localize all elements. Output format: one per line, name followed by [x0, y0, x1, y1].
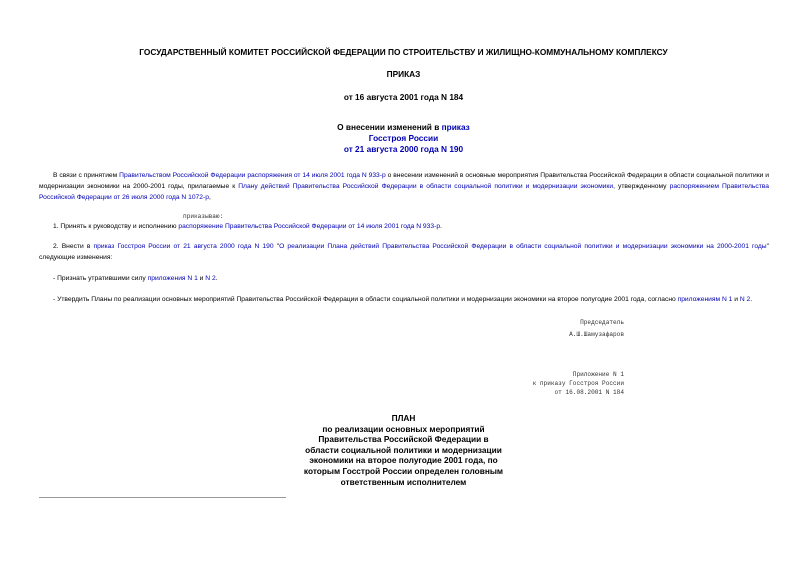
intro-paragraph	[39, 170, 769, 203]
subject-order-link[interactable]: приказ	[441, 122, 470, 132]
subject-prefix: О внесении изменений в	[337, 122, 442, 132]
committee-title: ГОСУДАРСТВЕННЫЙ КОМИТЕТ РОССИЙСКОЙ ФЕДЕРАЦИИ ПО СТРОИТЕЛЬСТВУ И ЖИЛИЩНО-КОММУНАЛЬНОМУ КОМПЛЕКСУ	[139, 47, 668, 57]
dash-item-2	[39, 294, 769, 305]
dash-2-text-1: - Утвердить Планы по реализации основных мероприятий Правительства Российской Федерации в области социальной политики и модернизации экономики на второе полугодие 2001 года, согласно	[53, 296, 678, 303]
dash-item-1	[39, 273, 769, 284]
dash-2-link-appendix-2[interactable]: N 2	[739, 296, 751, 303]
plan-heading	[0, 413, 807, 487]
item-1	[39, 221, 769, 232]
document-date: от 16 августа 2001 года N 184	[343, 92, 464, 102]
plan-title: ПЛАН	[391, 413, 416, 423]
signature-block	[569, 318, 624, 339]
intro-text-1: В связи с принятием	[53, 172, 120, 179]
plan-line-4: экономики на второе полугодие 2001 года, по	[309, 455, 498, 466]
appendix-line-1: Приложение N 1	[572, 371, 624, 378]
plan-line-2: Правительства Российской Федерации в	[318, 434, 489, 445]
dash-1-text-1: - Признать утратившими силу	[53, 275, 148, 282]
dash-1-text-2: и	[197, 275, 206, 282]
dash-2-link-appendix-1[interactable]: приложениям N 1	[677, 296, 733, 303]
subject-line-3[interactable]: от 21 августа 2000 года N 190	[343, 144, 464, 154]
intro-text-3: , утвержденному	[613, 183, 670, 190]
appendix-block	[533, 370, 624, 397]
item-2-text-1: 2. Внести в	[53, 243, 94, 250]
dash-2-text-2: и	[732, 296, 740, 303]
appendix-line-3: от 16.08.2001 N 184	[554, 389, 624, 396]
item-1-link[interactable]: распоряжение Правительства Российской Федерации от 14 июля 2001 года N 933-р	[178, 223, 441, 230]
intro-link-decree-933[interactable]: Правительством Российской Федерации распоряжения от 14 июля 2001 года N 933-р	[119, 172, 386, 179]
plan-line-1: по реализации основных мероприятий	[322, 423, 485, 434]
intro-link-decree-1072[interactable]: распоряжением Правительства Российской Федерации от 26 июля 2000 года N 1072-р	[39, 183, 769, 201]
item-2-link-order[interactable]: приказ Госстроя России от 21 августа 2000 года N 190	[93, 243, 274, 250]
intro-text-2: о внесении изменений в основные мероприятия Правительства Российской Федерации в области социальной политики и модернизации экономики на 2000-2001 годы, прилагаемые к	[39, 172, 769, 190]
plan-line-5: которым Госстрой России определен головным	[303, 465, 504, 476]
dash-2-text-3: .	[750, 296, 753, 303]
dash-1-link-appendix-1[interactable]: приложения N 1	[147, 275, 198, 282]
item-2-text-3: " следующие изменения:	[39, 243, 769, 261]
plan-line-6: ответственным исполнителем	[340, 476, 467, 487]
document-type: ПРИКАЗ	[386, 69, 421, 79]
subject-line-2[interactable]: Госстроя России	[368, 133, 439, 143]
signature-title: Председатель	[580, 319, 624, 326]
intro-text-4: ,	[208, 194, 211, 201]
dash-1-text-3: .	[215, 275, 218, 282]
item-2-link-title[interactable]: О реализации Плана действий Правительства Российской Федерации в области социальной политики и модернизации экономики на 2000-2001 годы	[279, 243, 767, 250]
dash-1-link-appendix-2[interactable]: N 2	[205, 275, 216, 282]
item-1-text-1: 1. Принять к руководству и исполнению	[53, 223, 179, 230]
document-subject	[0, 122, 807, 155]
order-word: приказываю:	[183, 213, 224, 220]
item-2-text-2: "	[273, 243, 280, 250]
signature-name: А.Ш.Шамузафаров	[569, 331, 624, 338]
plan-line-3: области социальной политики и модернизации	[305, 444, 502, 455]
footnote-divider	[39, 497, 286, 498]
appendix-line-2: к приказу Госстроя России	[532, 380, 624, 387]
item-1-text-2: .	[440, 223, 442, 230]
item-2	[39, 241, 769, 263]
intro-link-action-plan[interactable]: Плану действий Правительства Российской Федерации в области социальной политики и модернизации экономики	[238, 183, 614, 190]
